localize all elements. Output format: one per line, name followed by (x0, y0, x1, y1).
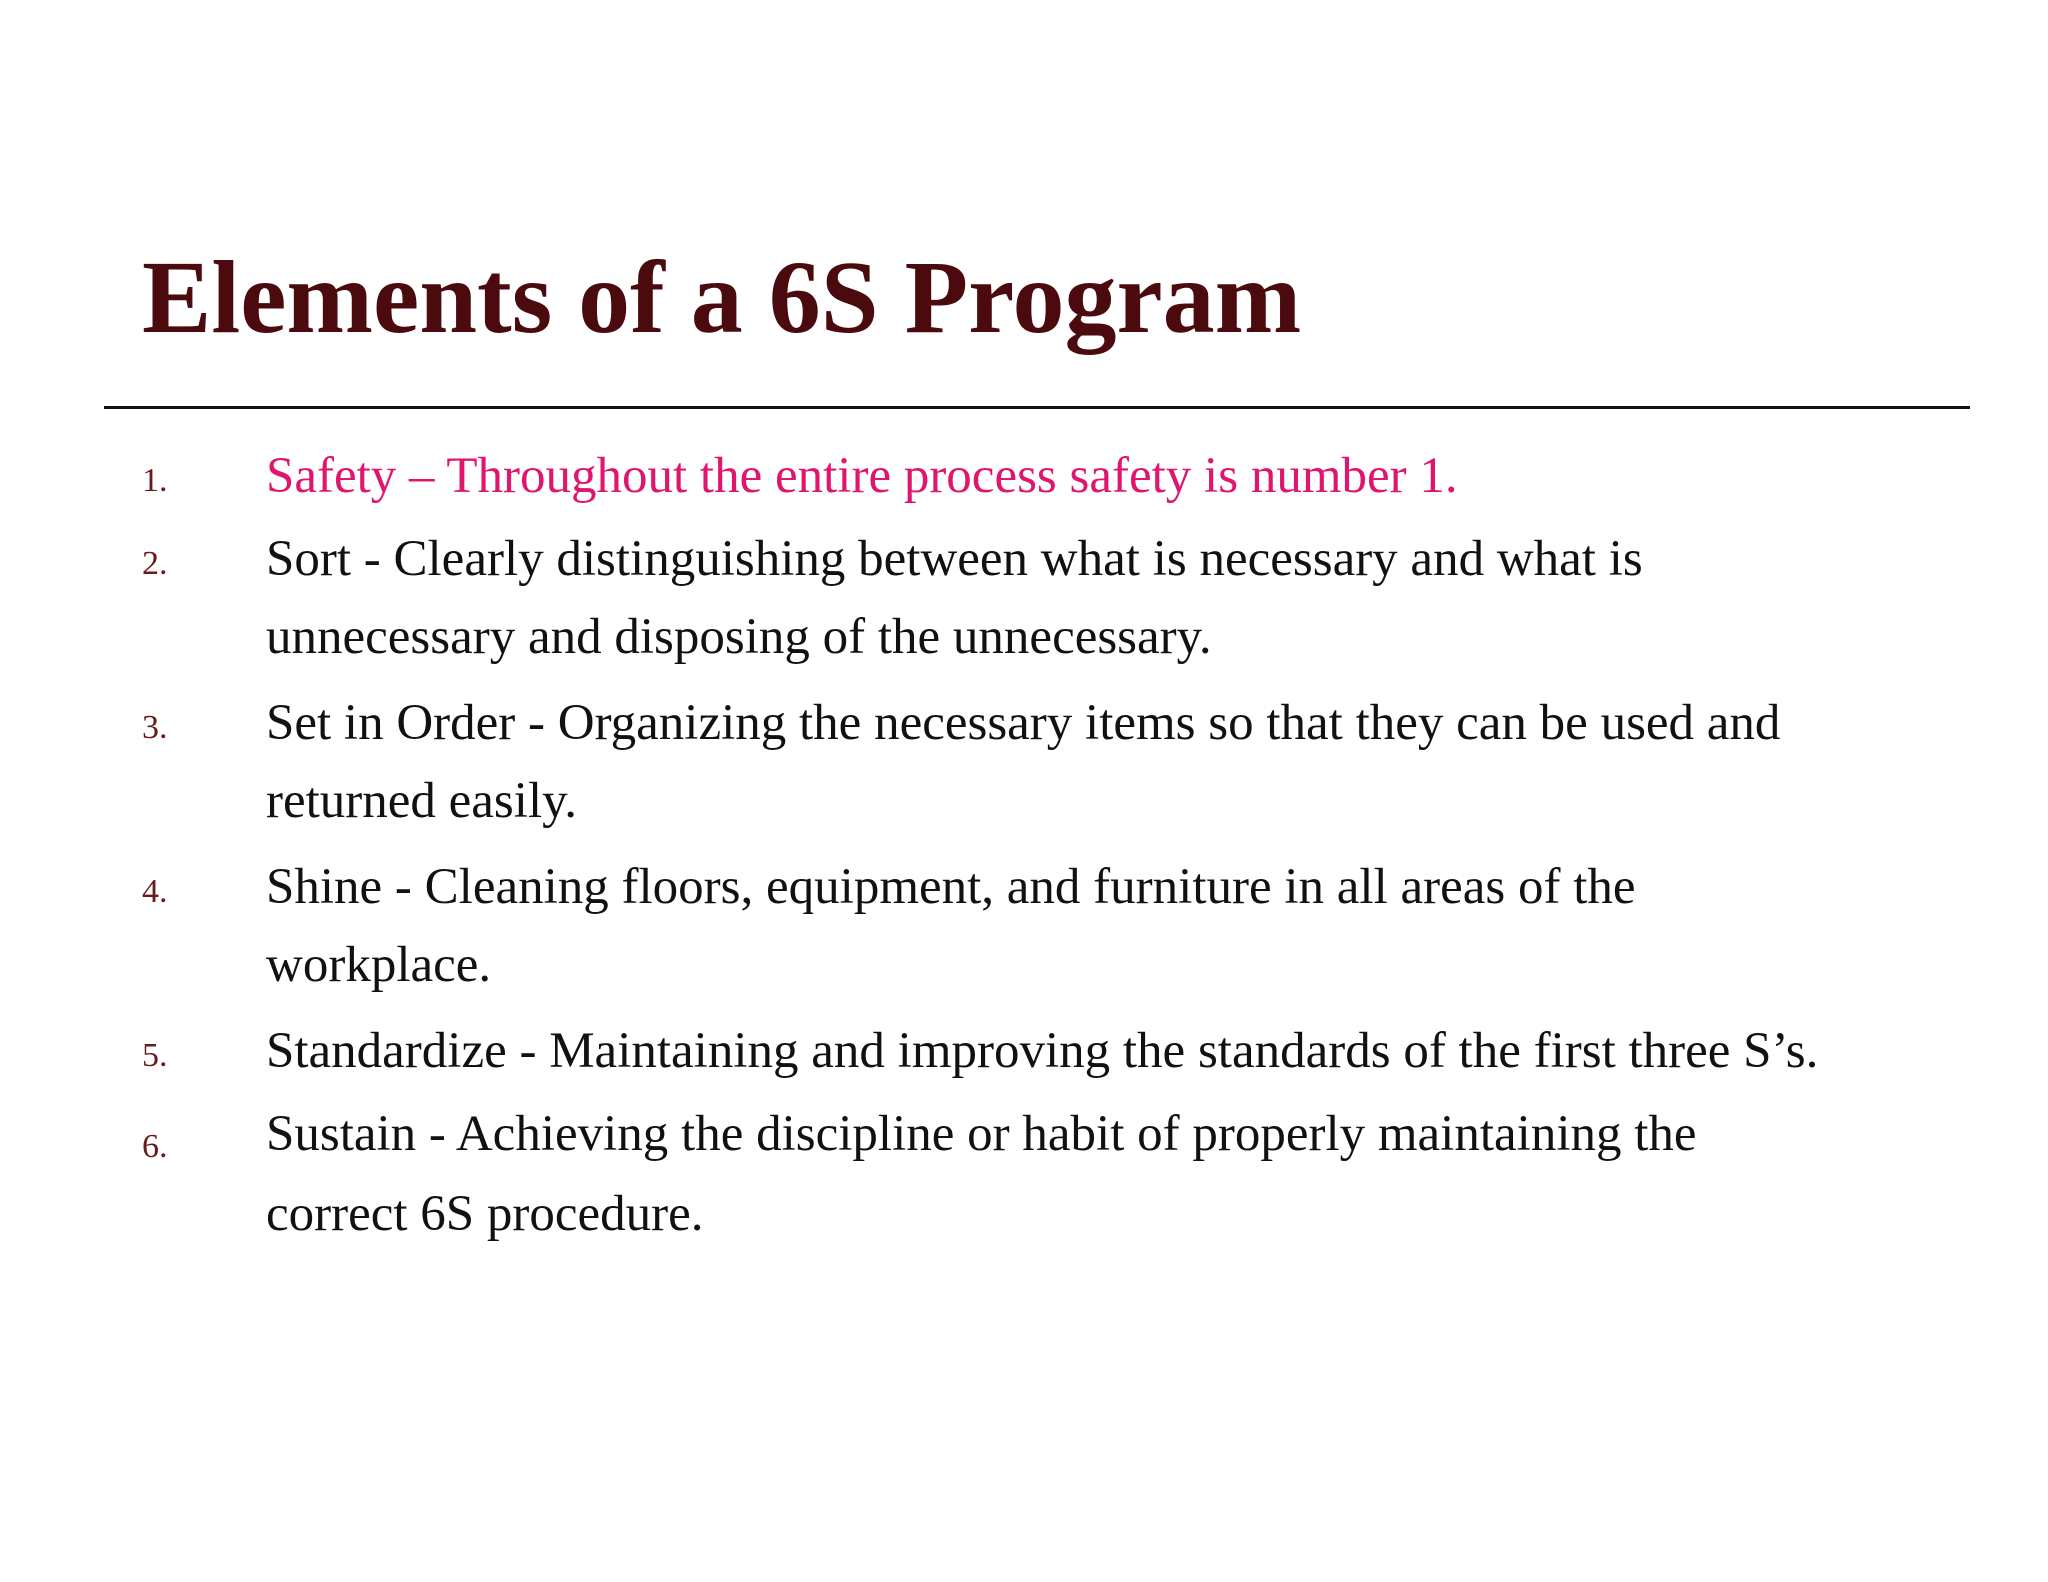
list-text-line: Standardize - Maintaining and improving the standards of the first three S’s. (266, 1023, 1819, 1079)
list-text-line: workplace. (266, 937, 492, 993)
list-text (266, 1094, 1996, 1254)
list-number: 6. (142, 1128, 168, 1165)
list-text (266, 437, 1996, 515)
list-text-line: Set in Order - Organizing the necessary items so that they can be used and (266, 695, 1781, 751)
list-text-line: unnecessary and disposing of the unnecessary. (266, 609, 1212, 665)
list-number: 4. (142, 873, 168, 910)
title-divider (104, 406, 1970, 409)
list-number: 1. (142, 462, 168, 499)
list-number: 5. (142, 1037, 168, 1074)
list-text-line: Shine - Cleaning floors, equipment, and furniture in all areas of the (266, 859, 1636, 915)
list-number: 3. (142, 709, 168, 746)
list-text (266, 1012, 1996, 1090)
slide-title: Elements of a 6S Program (142, 240, 1302, 355)
list-text-line: returned easily. (266, 773, 578, 829)
list-text (266, 848, 1996, 1004)
list-text (266, 520, 1996, 676)
list-text-line: Sustain - Achieving the discipline or habit of properly maintaining the (266, 1106, 1697, 1162)
list-text-line: Sort - Clearly distinguishing between what is necessary and what is (266, 531, 1643, 587)
list-text (266, 684, 1996, 840)
list-number: 2. (142, 545, 168, 582)
list-text-line: Safety – Throughout the entire process safety is number 1. (266, 448, 1458, 504)
list-text-line: correct 6S procedure. (266, 1186, 704, 1242)
